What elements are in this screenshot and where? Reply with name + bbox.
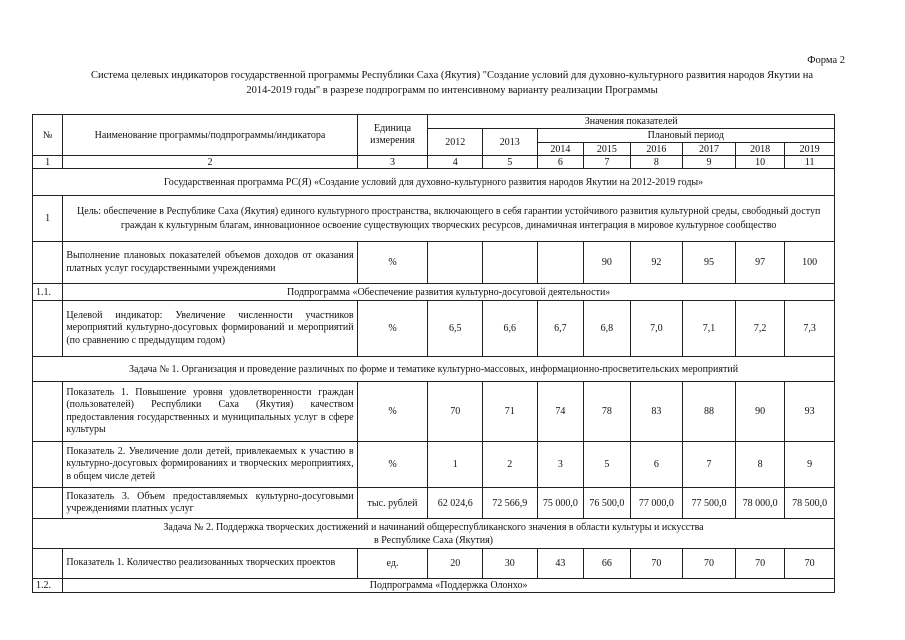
value-cell: 88 (683, 382, 736, 442)
value-cell: 30 (483, 549, 538, 579)
value-cell: 70 (428, 382, 483, 442)
indicator-unit: тыс. рублей (357, 488, 428, 519)
indicator-name: Целевой индикатор: Увеличение численности участников мероприятий культурно-досуговых формирований и мероприятий (по сравнению с предыдущим годом) (63, 301, 357, 357)
value-cell: 7,3 (785, 301, 835, 357)
value-cell: 75 000,0 (537, 488, 584, 519)
indicator-unit: % (357, 382, 428, 442)
value-cell: 78 (584, 382, 631, 442)
indicator-unit: % (357, 301, 428, 357)
indicator-name: Выполнение плановых показателей объемов доходов от оказания платных услуг государственными учреждениями (63, 242, 357, 284)
header-year: 2015 (584, 143, 631, 156)
value-cell: 72 566,9 (483, 488, 538, 519)
value-cell: 90 (735, 382, 785, 442)
table-row (33, 382, 835, 442)
value-cell: 3 (537, 442, 584, 488)
value-cell: 74 (537, 382, 584, 442)
value-cell: 8 (735, 442, 785, 488)
header-year: 2018 (735, 143, 785, 156)
value-cell: 93 (785, 382, 835, 442)
subprogram-title: Подпрограмма «Обеспечение развития культурно-досуговой деятельности» (63, 284, 835, 301)
indicator-unit: ед. (357, 549, 428, 579)
value-cell: 77 500,0 (683, 488, 736, 519)
value-cell: 7 (683, 442, 736, 488)
column-number: 10 (735, 156, 785, 169)
column-number: 7 (584, 156, 631, 169)
value-cell: 2 (483, 442, 538, 488)
task-title-line-1: Задача № 2. Поддержка творческих достижений и начинаний общереспубликанского значения в области культуры и искусства (163, 521, 704, 533)
value-cell: 6,5 (428, 301, 483, 357)
value-cell: 100 (785, 242, 835, 284)
column-number: 5 (483, 156, 538, 169)
value-cell: 7,1 (683, 301, 736, 357)
document-title (32, 68, 872, 98)
column-number: 9 (683, 156, 736, 169)
value-cell: 90 (584, 242, 631, 284)
value-cell: 66 (584, 549, 631, 579)
column-number: 3 (357, 156, 428, 169)
value-cell: 20 (428, 549, 483, 579)
value-cell: 78 000,0 (735, 488, 785, 519)
column-number: 8 (630, 156, 683, 169)
column-number: 6 (537, 156, 584, 169)
task-title-line-2: в Республике Саха (Якутия) (373, 534, 493, 546)
header-year: 2014 (537, 143, 584, 156)
program-title: Государственная программа РС(Я) «Создание условий для духовно-культурного развития народов Якутии на 2012-2019 годы» (33, 169, 835, 196)
value-cell: 76 500,0 (584, 488, 631, 519)
value-cell: 70 (630, 549, 683, 579)
form-label: Форма 2 (807, 55, 845, 66)
task-title: Задача № 1. Организация и проведение различных по форме и тематике культурно-массовых, информационно-просветительских мероприятий (33, 357, 835, 382)
column-numbers-row (33, 156, 835, 169)
header-name: Наименование программы/подпрограммы/индикатора (63, 115, 357, 156)
header-year: 2012 (428, 129, 483, 156)
subprogram-title: Подпрограмма «Поддержка Олонхо» (63, 579, 835, 593)
table-row (33, 549, 835, 579)
header-unit: Единица измерения (357, 115, 428, 156)
indicator-name: Показатель 1. Количество реализованных творческих проектов (63, 549, 357, 579)
header-year: 2019 (785, 143, 835, 156)
value-cell: 43 (537, 549, 584, 579)
value-cell: 9 (785, 442, 835, 488)
table-row (33, 442, 835, 488)
value-cell: 77 000,0 (630, 488, 683, 519)
header-no: № (33, 115, 63, 156)
indicator-name: Показатель 2. Увеличение доли детей, привлекаемых к участию в культурно-досуговых формированиях и творческих мероприятиях, в общем числе детей (63, 442, 357, 488)
value-cell: 7,2 (735, 301, 785, 357)
table-row (33, 301, 835, 357)
indicator-name: Показатель 3. Объем предоставляемых культурно-досуговыми учреждениями платных услуг (63, 488, 357, 519)
column-number: 1 (33, 156, 63, 169)
value-cell: 6 (630, 442, 683, 488)
value-cell: 78 500,0 (785, 488, 835, 519)
indicator-unit: % (357, 242, 428, 284)
value-cell: 97 (735, 242, 785, 284)
header-planned: Плановый период (537, 129, 834, 143)
value-cell: 83 (630, 382, 683, 442)
column-number: 2 (63, 156, 357, 169)
value-cell: 6,6 (483, 301, 538, 357)
value-cell: 7,0 (630, 301, 683, 357)
value-cell (483, 242, 538, 284)
table-row (33, 488, 835, 519)
value-cell: 70 (785, 549, 835, 579)
goal-number: 1 (33, 196, 63, 242)
header-year: 2016 (630, 143, 683, 156)
subprogram-number: 1.1. (33, 284, 63, 301)
title-line-1: Система целевых индикаторов государственной программы Республики Саха (Якутия) "Создание условий для духовно-культурного развития народов Якутии на (90, 70, 814, 81)
value-cell: 71 (483, 382, 538, 442)
title-line-2: 2014-2019 годы" в разрезе подпрограмм по интенсивному варианту реализации Программы (246, 85, 658, 96)
header-year: 2017 (683, 143, 736, 156)
header-values: Значения показателей (428, 115, 835, 129)
value-cell: 5 (584, 442, 631, 488)
task-title (33, 519, 835, 549)
table-row (33, 242, 835, 284)
value-cell: 92 (630, 242, 683, 284)
indicator-unit: % (357, 442, 428, 488)
indicator-name: Показатель 1. Повышение уровня удовлетворенности граждан (пользователей) Республики Саха (Якутия) качеством предоставления государственных и муниципальных услуг в сфере культуры (63, 382, 357, 442)
value-cell: 6,7 (537, 301, 584, 357)
value-cell (428, 242, 483, 284)
value-cell: 95 (683, 242, 736, 284)
value-cell: 1 (428, 442, 483, 488)
column-number: 11 (785, 156, 835, 169)
value-cell: 6,8 (584, 301, 631, 357)
indicators-table (32, 114, 835, 593)
value-cell (537, 242, 584, 284)
value-cell: 70 (683, 549, 736, 579)
value-cell: 62 024,6 (428, 488, 483, 519)
column-number: 4 (428, 156, 483, 169)
subprogram-number: 1.2. (33, 579, 63, 593)
header-year: 2013 (483, 129, 538, 156)
value-cell: 70 (735, 549, 785, 579)
goal-text: Цель: обеспечение в Республике Саха (Якутия) единого культурного пространства, включающего в себя гарантии устойчивого развития культурной среды, свободный доступ граждан к культурным благам, инновационное освоение существующих творческих ресурсов, динамичная интеграция в мировое культурное сообщество (63, 196, 835, 242)
